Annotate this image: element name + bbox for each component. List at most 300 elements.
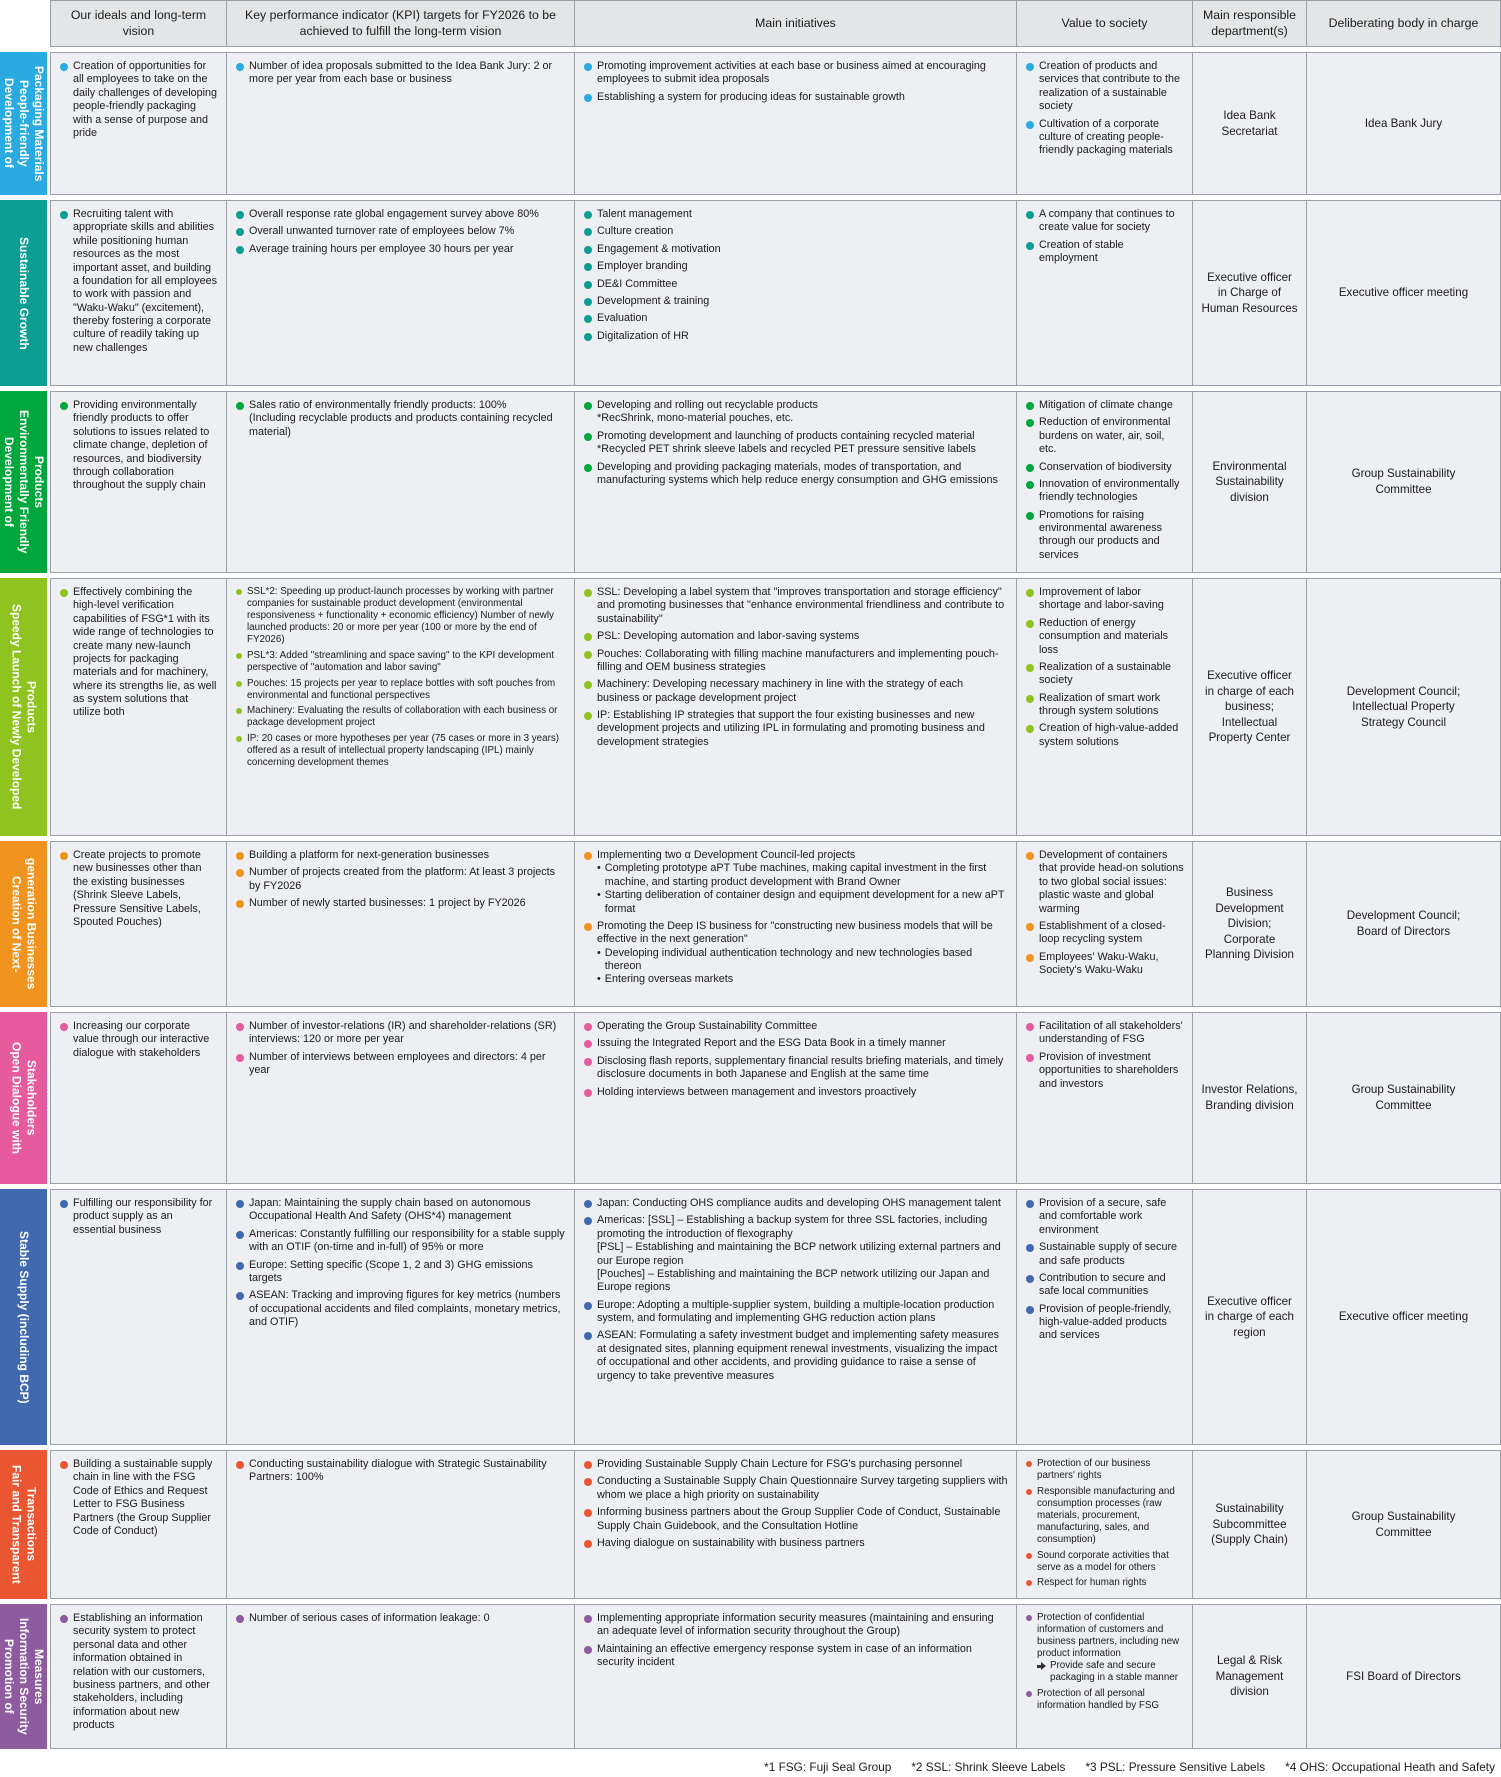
sub-bullet-icon: • xyxy=(597,973,601,986)
sub-bullet-icon: • xyxy=(597,889,601,902)
bullet-text xyxy=(1039,239,1184,266)
bullet-main-text: Sales ratio of environmentally friendly products: 100% xyxy=(249,399,507,411)
arrow-item xyxy=(1037,1660,1184,1684)
bullet-main-text: Provision of a secure, safe and comfortable work environment xyxy=(1039,1197,1167,1236)
deliberating-cell: Executive officer meeting xyxy=(1307,201,1500,385)
bullet-text xyxy=(249,1259,566,1286)
bullet-icon xyxy=(236,1461,244,1469)
bullet-text xyxy=(1039,617,1184,657)
bullet-item xyxy=(584,1612,1008,1639)
bullet-text xyxy=(597,1506,1008,1533)
bullet-main-text: Provision of investment opportunities to shareholders and investors xyxy=(1039,1050,1179,1090)
value-cell xyxy=(1017,1451,1193,1598)
bullet-text xyxy=(249,60,566,87)
bullet-main-text: Development & training xyxy=(597,294,710,307)
bullet-main-text: Creation of opportunities for all employees to take on the daily challenges of developing people-friendly packaging with a sense of purpose and pride xyxy=(73,60,218,139)
row-label xyxy=(0,1604,47,1749)
bullet-text xyxy=(247,678,566,702)
bullet-text xyxy=(597,1537,1008,1550)
bullet-text xyxy=(249,1197,566,1224)
bullet-icon xyxy=(236,852,244,860)
bullet-item xyxy=(236,225,566,238)
bullet-main-text: Europe: Setting specific (Scope 1, 2 and 3) GHG emissions targets xyxy=(249,1258,533,1284)
bullet-main-text: Employees' Waku-Waku, Society's Waku-Waku xyxy=(1039,950,1159,976)
bullet-text xyxy=(597,648,1008,675)
bullet-icon xyxy=(1026,402,1034,410)
bullet-icon xyxy=(236,1231,244,1239)
bullet-main-text: Fulfilling our responsibility for product supply as an essential business xyxy=(73,1197,213,1236)
bullet-icon xyxy=(584,333,592,341)
bullet-text xyxy=(597,260,1008,273)
bullet-icon xyxy=(236,653,242,659)
sub-bullet-text: Developing individual authentication technology and new technologies based thereon xyxy=(604,946,973,972)
bullet-icon xyxy=(584,1478,592,1486)
bullet-text xyxy=(597,1197,1008,1210)
bullet-main-text: Americas: [SSL] – Establishing a backup system for three SSL factories, including promoting the introduction of flexography xyxy=(597,1214,988,1240)
table-row xyxy=(0,1450,1501,1599)
value-cell xyxy=(1017,53,1193,194)
bullet-text xyxy=(597,1055,1008,1082)
bullet-text xyxy=(1039,1272,1184,1299)
bullet-item xyxy=(584,648,1008,675)
bullet-icon xyxy=(584,402,592,410)
row-label-text: Sustainable Growth xyxy=(17,236,31,350)
row-label xyxy=(0,841,47,1007)
table-row xyxy=(0,1604,1501,1749)
bullet-note-text: [Pouches] – Establishing and maintaining the BCP network utilizing our Japan and Europe regions xyxy=(597,1267,990,1294)
bullet-icon xyxy=(1026,1200,1034,1208)
bullet-text xyxy=(1039,399,1184,412)
bullet-icon xyxy=(1026,1553,1032,1559)
bullet-item xyxy=(236,866,566,893)
bullet-text xyxy=(597,709,1008,749)
department-cell: Idea Bank Secretariat xyxy=(1193,53,1307,194)
bullet-main-text: Pouches: 15 projects per year to replace bottles with soft pouches from environmental and functional perspectives xyxy=(247,677,556,701)
bullet-icon xyxy=(1026,852,1034,860)
bullet-main-text: Americas: Constantly fulfilling our responsibility for a stable supply with an OTIF (on-time and in-full) of 95% or more xyxy=(249,1227,565,1254)
bullet-icon xyxy=(584,589,592,597)
bullet-item xyxy=(584,243,1008,256)
ideals-cell xyxy=(51,579,227,835)
bullet-text xyxy=(73,849,218,929)
bullet-icon xyxy=(1026,664,1034,672)
bullet-icon xyxy=(1026,1580,1032,1586)
bullet-text xyxy=(597,1643,1008,1670)
department-cell: Executive officer in charge of each region xyxy=(1193,1190,1307,1444)
bullet-text xyxy=(247,705,566,729)
bullet-icon xyxy=(584,1058,592,1066)
row-label xyxy=(0,52,47,195)
bullet-icon xyxy=(236,246,244,254)
bullet-text xyxy=(1039,118,1184,158)
sub-bullet-text: Completing prototype aPT Tube machines, making capital investment in the first machine, and starting product development with Brand Owner xyxy=(604,862,987,888)
bullet-item xyxy=(584,630,1008,643)
header-col-deliberating: Deliberating body in charge xyxy=(1307,1,1500,46)
bullet-main-text: Protection of confidential information of customers and business partners, including new product information xyxy=(1037,1612,1180,1659)
deliberating-cell: Group Sustainability Committee xyxy=(1307,1013,1500,1183)
bullet-text xyxy=(597,243,1008,256)
bullet-item xyxy=(1026,1197,1184,1237)
bullet-item xyxy=(584,225,1008,238)
bullet-item xyxy=(584,1537,1008,1550)
bullet-text xyxy=(597,208,1008,221)
bullet-item xyxy=(236,208,566,221)
bullet-text xyxy=(1039,1020,1184,1047)
bullet-text xyxy=(597,630,1008,643)
bullet-main-text: Increasing our corporate value through our interactive dialogue with stakeholders xyxy=(73,1020,210,1059)
bullet-text xyxy=(1039,1241,1184,1268)
bullet-main-text: SSL: Developing a label system that "improves transportation and storage efficiency" and promoting businesses that "enhance environmental friendliness and contribute to sustainability" xyxy=(597,586,1005,625)
bullet-main-text: Reduction of energy consumption and materials loss xyxy=(1039,616,1169,656)
bullet-item xyxy=(584,709,1008,749)
bullet-text xyxy=(73,208,218,355)
row-label xyxy=(0,1012,47,1184)
bullet-item xyxy=(1026,509,1184,563)
bullet-text xyxy=(597,1086,1008,1099)
bullet-main-text: Creation of stable employment xyxy=(1039,238,1124,265)
bullet-text xyxy=(1039,722,1184,749)
bullet-item xyxy=(60,1458,218,1538)
bullet-text xyxy=(249,1228,566,1255)
table-row xyxy=(0,1189,1501,1445)
header-col-value: Value to society xyxy=(1017,1,1193,46)
bullet-main-text: Promoting development and launching of products containing recycled material xyxy=(597,429,975,442)
bullet-text xyxy=(1039,478,1184,505)
bullet-icon xyxy=(60,211,68,219)
bullet-text xyxy=(1039,461,1184,474)
header-col-department: Main responsible department(s) xyxy=(1193,1,1307,46)
bullet-icon xyxy=(584,211,592,219)
bullet-item xyxy=(1026,1051,1184,1091)
deliberating-cell: Idea Bank Jury xyxy=(1307,53,1500,194)
row-label-text: Promotion of Information Security Measures xyxy=(2,1618,46,1735)
bullet-icon xyxy=(60,402,68,410)
table-row xyxy=(0,578,1501,836)
bullet-icon xyxy=(1026,954,1034,962)
bullet-icon xyxy=(1026,1054,1034,1062)
bullet-icon xyxy=(236,228,244,236)
bullet-main-text: A company that continues to create value for society xyxy=(1039,208,1175,234)
kpi-cell xyxy=(227,1605,575,1748)
bullet-text xyxy=(1039,208,1184,235)
value-cell xyxy=(1017,201,1193,385)
bullet-item xyxy=(584,1643,1008,1670)
bullet-main-text: Employer branding xyxy=(597,260,688,273)
table-row xyxy=(0,52,1501,195)
bullet-item xyxy=(584,208,1008,221)
footnote-ohs: *4 OHS: Occupational Heath and Safety xyxy=(1285,1760,1495,1774)
bullet-icon xyxy=(236,708,242,714)
bullet-item xyxy=(584,278,1008,291)
bullet-main-text: Machinery: Developing necessary machinery in line with the strategy of each business or package development project xyxy=(597,678,964,704)
bullet-item xyxy=(1026,118,1184,158)
row-cells xyxy=(50,391,1501,573)
bullet-icon xyxy=(1026,589,1034,597)
bullet-icon xyxy=(584,1540,592,1548)
initiatives-cell xyxy=(575,1013,1017,1183)
ideals-cell xyxy=(51,1190,227,1444)
kpi-cell xyxy=(227,842,575,1006)
bullet-icon xyxy=(236,1292,244,1300)
bullet-text xyxy=(249,1051,566,1078)
bullet-item xyxy=(236,1458,566,1485)
bullet-icon xyxy=(584,1332,592,1340)
bullet-note-text: (Including recyclable products and products containing recycled material) xyxy=(249,412,553,438)
row-label-text: Development of People-friendly Packaging Materials xyxy=(2,65,46,182)
bullet-item xyxy=(1026,1241,1184,1268)
department-cell: Business Development Division; Corporate Planning Division xyxy=(1193,842,1307,1006)
bullet-icon xyxy=(584,263,592,271)
bullet-text xyxy=(597,91,1008,104)
bullet-text xyxy=(1039,416,1184,456)
bullet-item xyxy=(236,849,566,862)
footnote-ssl: *2 SSL: Shrink Sleeve Labels xyxy=(911,1760,1066,1774)
bullet-item xyxy=(236,586,566,646)
bullet-text xyxy=(249,1289,566,1329)
bullet-text xyxy=(1039,586,1184,613)
bullet-main-text: Japan: Maintaining the supply chain based on autonomous Occupational Health And Safety (OHS*4) management xyxy=(249,1197,531,1223)
bullet-item xyxy=(236,243,566,256)
table-body xyxy=(0,52,1501,1749)
bullet-item xyxy=(1026,208,1184,235)
bullet-main-text: Informing business partners about the Group Supplier Code of Conduct, Sustainable Supply Chain Guidebook, and the Consultation Hotline xyxy=(597,1506,1001,1532)
bullet-main-text: PSL*3: Added "streamlining and space saving" to the KPI development perspective of "automation and labor saving" xyxy=(247,649,555,673)
bullet-text xyxy=(249,1020,566,1047)
bullet-icon xyxy=(584,1217,592,1225)
bullet-text xyxy=(1037,1550,1184,1574)
bullet-text xyxy=(597,330,1008,343)
bullet-item xyxy=(236,705,566,729)
bullet-main-text: Improvement of labor shortage and labor-saving xyxy=(1039,586,1164,612)
kpi-cell xyxy=(227,53,575,194)
sub-bullet-item xyxy=(597,889,1008,916)
row-cells xyxy=(50,578,1501,836)
bullet-main-text: Engagement & motivation xyxy=(597,242,721,255)
bullet-icon xyxy=(60,1200,68,1208)
bullet-main-text: ASEAN: Formulating a safety investment budget and implementing safety measures at designated sites, planning equipment renewal investments, visualizing the impact of occupational and other accidents, and providing guidance to raise a sense of urgency to take preventive measures xyxy=(597,1329,1000,1382)
bullet-icon xyxy=(1026,211,1034,219)
bullet-item xyxy=(1026,1612,1184,1684)
bullet-main-text: Realization of a sustainable society xyxy=(1039,660,1172,687)
bullet-main-text: Developing and rolling out recyclable products xyxy=(597,399,818,411)
bullet-icon xyxy=(584,1302,592,1310)
bullet-item xyxy=(584,295,1008,308)
bullet-item xyxy=(584,60,1008,87)
bullet-icon xyxy=(236,1023,244,1031)
bullet-text xyxy=(597,278,1008,291)
deliberating-cell: Group Sustainability Committee xyxy=(1307,1451,1500,1598)
bullet-text xyxy=(249,1458,566,1485)
bullet-icon xyxy=(60,589,68,597)
bullet-text xyxy=(1039,1303,1184,1343)
footnotes xyxy=(0,1754,1501,1774)
sub-bullet-icon: • xyxy=(597,862,601,875)
bullet-icon xyxy=(1026,620,1034,628)
bullet-item xyxy=(584,849,1008,916)
bullet-main-text: Promotions for raising environmental awareness through our products and services xyxy=(1039,508,1163,561)
bullet-text xyxy=(1037,1486,1184,1546)
bullet-note-text: *Recycled PET shrink sleeve labels and recycled PET pressure sensitive labels xyxy=(597,443,976,456)
kpi-cell xyxy=(227,1190,575,1444)
value-cell xyxy=(1017,1605,1193,1748)
bullet-icon xyxy=(1026,695,1034,703)
bullet-icon xyxy=(1026,1275,1034,1283)
bullet-main-text: Sustainable supply of secure and safe products xyxy=(1039,1241,1178,1267)
bullet-item xyxy=(1026,1486,1184,1546)
bullet-icon xyxy=(1026,1615,1032,1621)
bullet-item xyxy=(584,330,1008,343)
bullet-item xyxy=(584,1037,1008,1050)
sub-bullet-item xyxy=(597,973,1008,986)
bullet-main-text: Contribution to secure and safe local communities xyxy=(1039,1271,1166,1298)
bullet-icon xyxy=(584,315,592,323)
table-row xyxy=(0,1012,1501,1184)
bullet-icon xyxy=(236,1200,244,1208)
bullet-item xyxy=(60,849,218,929)
deliberating-cell: Group Sustainability Committee xyxy=(1307,392,1500,572)
bullet-text xyxy=(249,208,566,221)
bullet-icon xyxy=(1026,725,1034,733)
bullet-main-text: Provision of people-friendly, high-value-added products and services xyxy=(1039,1302,1172,1342)
bullet-item xyxy=(236,1020,566,1047)
initiatives-cell xyxy=(575,53,1017,194)
bullet-text xyxy=(597,1037,1008,1050)
bullet-main-text: Holding interviews between management and investors proactively xyxy=(597,1085,917,1098)
bullet-icon xyxy=(584,852,592,860)
bullet-icon xyxy=(1026,1489,1032,1495)
bullet-text xyxy=(249,225,566,238)
bullet-item xyxy=(236,1289,566,1329)
bullet-icon xyxy=(584,246,592,254)
bullet-icon xyxy=(236,589,242,595)
bullet-item xyxy=(584,1506,1008,1533)
bullet-note-text: [PSL] – Establishing and maintaining the BCP network utilizing external partners and our Europe region xyxy=(597,1241,1001,1267)
bullet-icon xyxy=(236,211,244,219)
footnote-psl: *3 PSL: Pressure Sensitive Labels xyxy=(1085,1760,1266,1774)
bullet-text xyxy=(597,920,1008,987)
bullet-main-text: Implementing two α Development Council-led projects xyxy=(597,849,856,861)
bullet-item xyxy=(60,399,218,493)
bullet-item xyxy=(584,920,1008,987)
bullet-text xyxy=(249,399,566,439)
bullet-main-text: Providing Sustainable Supply Chain Lecture for FSG's purchasing personnel xyxy=(597,1458,963,1470)
bullet-icon xyxy=(584,1509,592,1517)
bullet-icon xyxy=(60,852,68,860)
header-cells xyxy=(50,0,1501,47)
bullet-text xyxy=(73,1020,218,1060)
header-col-kpi: Key performance indicator (KPI) targets for FY2026 to be achieved to fulfill the long-term vision xyxy=(227,1,575,46)
ideals-cell xyxy=(51,842,227,1006)
bullet-text xyxy=(1037,1612,1184,1684)
bullet-icon xyxy=(584,712,592,720)
bullet-icon xyxy=(1026,1461,1032,1467)
sub-bullet-text: Starting deliberation of container design and equipment development for a new aPT format xyxy=(604,889,1005,915)
bullet-text xyxy=(597,312,1008,325)
bullet-main-text: Number of projects created from the platform: At least 3 projects by FY2026 xyxy=(249,866,556,892)
bullet-item xyxy=(236,650,566,674)
bullet-main-text: Providing environmentally friendly products to offer solutions to issues related to climate change, depletion of resources, and biodiversity through collaboration throughout the supply chain xyxy=(73,399,210,492)
bullet-item xyxy=(60,1197,218,1237)
department-cell: Legal & Risk Management division xyxy=(1193,1605,1307,1748)
bullet-main-text: PSL: Developing automation and labor-saving systems xyxy=(597,630,860,643)
bullet-main-text: Innovation of environmentally friendly technologies xyxy=(1039,477,1180,504)
bullet-main-text: Recruiting talent with appropriate skills and abilities while positioning human resources as the most important asset, and building a foundation for all employees to work with passion and "Waku-Waku" (excitement), thereby fostering a corporate culture of readily taking up new challenges xyxy=(73,208,218,354)
bullet-item xyxy=(584,1214,1008,1294)
bullet-icon xyxy=(236,402,244,410)
bullet-item xyxy=(60,208,218,355)
bullet-item xyxy=(1026,1577,1184,1589)
bullet-main-text: Issuing the Integrated Report and the ESG Data Book in a timely manner xyxy=(597,1037,946,1050)
bullet-item xyxy=(236,1259,566,1286)
bullet-main-text: Overall unwanted turnover rate of employees below 7% xyxy=(249,225,515,238)
bullet-text xyxy=(1039,951,1184,978)
footnote-fsg: *1 FSG: Fuji Seal Group xyxy=(764,1760,892,1774)
bullet-item xyxy=(1026,920,1184,947)
bullet-text xyxy=(249,897,566,910)
bullet-item xyxy=(1026,1688,1184,1712)
department-cell: Environmental Sustainability division xyxy=(1193,392,1307,572)
bullet-icon xyxy=(1026,464,1034,472)
bullet-main-text: Digitalization of HR xyxy=(597,329,689,342)
bullet-item xyxy=(1026,617,1184,657)
bullet-icon xyxy=(584,1461,592,1469)
bullet-item xyxy=(236,399,566,439)
bullet-icon xyxy=(1026,923,1034,931)
bullet-text xyxy=(1039,509,1184,563)
table-row xyxy=(0,200,1501,386)
bullet-item xyxy=(1026,239,1184,266)
bullet-item xyxy=(584,1197,1008,1210)
bullet-main-text: Number of investor-relations (IR) and shareholder-relations (SR) interviews: 120 or more per year xyxy=(249,1020,557,1046)
bullet-item xyxy=(236,1612,566,1625)
bullet-text xyxy=(597,295,1008,308)
deliberating-cell: Executive officer meeting xyxy=(1307,1190,1500,1444)
bullet-item xyxy=(1026,661,1184,688)
bullet-item xyxy=(584,586,1008,626)
initiatives-cell xyxy=(575,1190,1017,1444)
bullet-item xyxy=(1026,478,1184,505)
bullet-main-text: Promoting the Deep IS business for "constructing new business models that will be effective in the next generation" xyxy=(597,919,993,946)
bullet-icon xyxy=(1026,1306,1034,1314)
bullet-icon xyxy=(1026,419,1034,427)
bullet-text xyxy=(597,586,1008,626)
bullet-main-text: Establishing a system for producing ideas for sustainable growth xyxy=(597,90,905,103)
bullet-text xyxy=(597,1020,1008,1033)
sub-bullet-item xyxy=(597,947,1008,974)
bullet-main-text: SSL*2: Speeding up product-launch processes by working with partner companies for sustainable product development (environmental responsiveness + functionality + economic efficiency) Number of newly launched products: 20 or more per year (100 or more by the end of FY2026) xyxy=(247,586,554,645)
bullet-text xyxy=(1039,1197,1184,1237)
bullet-icon xyxy=(1026,1244,1034,1252)
bullet-item xyxy=(60,60,218,140)
bullet-main-text: Pouches: Collaborating with filling machine manufacturers and implementing pouch-filling and OEM business strategies xyxy=(597,647,999,673)
bullet-icon xyxy=(1026,121,1034,129)
bullet-text xyxy=(597,430,1008,457)
sub-bullet-icon: • xyxy=(597,946,601,959)
kpi-cell xyxy=(227,1013,575,1183)
header-spacer xyxy=(0,0,50,47)
bullet-item xyxy=(584,1055,1008,1082)
deliberating-cell: Development Council; Board of Directors xyxy=(1307,842,1500,1006)
bullet-text xyxy=(249,243,566,256)
table-row xyxy=(0,841,1501,1007)
bullet-text xyxy=(73,1612,218,1732)
bullet-main-text: Europe: Adopting a multiple-supplier system, building a multiple-location production system, and formulating and implementing GHG reduction action plans xyxy=(597,1298,995,1324)
bullet-item xyxy=(1026,951,1184,978)
bullet-item xyxy=(1026,586,1184,613)
bullet-text xyxy=(597,849,1008,916)
bullet-item xyxy=(1026,1550,1184,1574)
bullet-main-text: Maintaining an effective emergency response system in case of an information security incident xyxy=(597,1642,972,1669)
